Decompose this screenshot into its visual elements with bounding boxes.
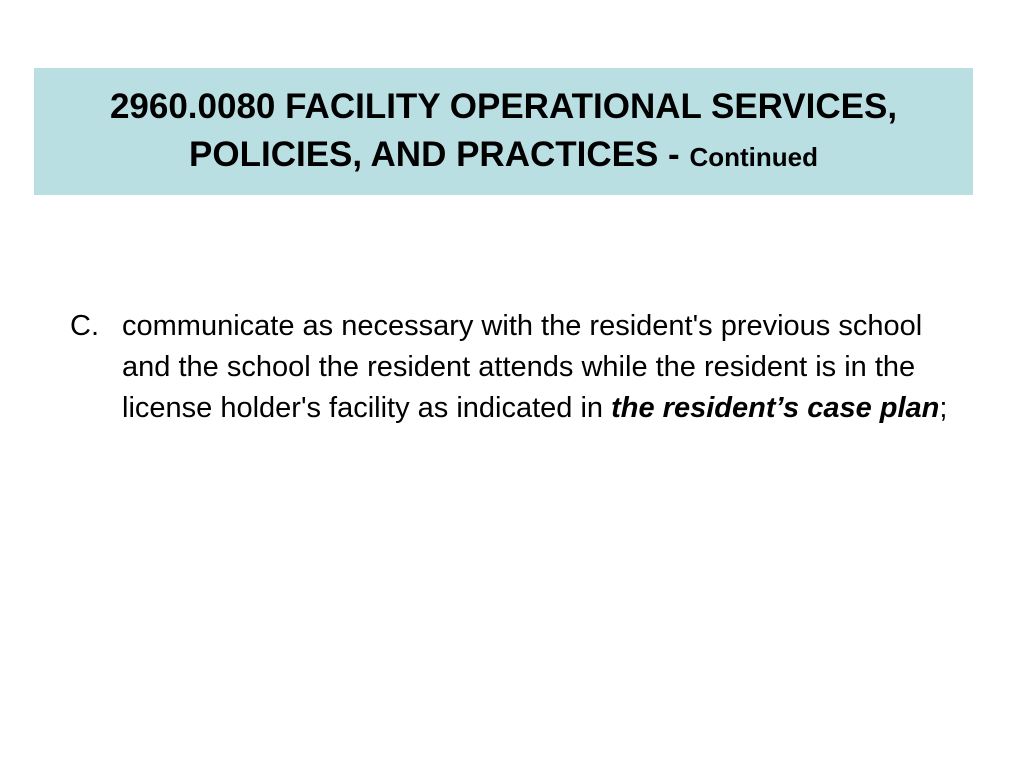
title-line-2-main: POLICIES, AND PRACTICES - bbox=[189, 134, 690, 174]
title-line-2 bbox=[189, 131, 818, 181]
body-list bbox=[70, 306, 970, 429]
list-item-text-end: ; bbox=[939, 392, 948, 424]
list-item-text-main: communicate as necessary with the resident's previous school and the school the resident attends while the resident is in the license holder's facility as indicated in bbox=[122, 310, 923, 424]
title-line-1: 2960.0080 FACILITY OPERATIONAL SERVICES, bbox=[109, 86, 898, 126]
title-continued-label: Continued bbox=[689, 141, 818, 172]
list-item-emphasis: the resident’s case plan bbox=[611, 392, 940, 424]
list-item-text bbox=[122, 306, 970, 429]
title-banner bbox=[34, 68, 973, 195]
list-item bbox=[70, 306, 970, 429]
list-item-marker: C. bbox=[70, 310, 99, 342]
